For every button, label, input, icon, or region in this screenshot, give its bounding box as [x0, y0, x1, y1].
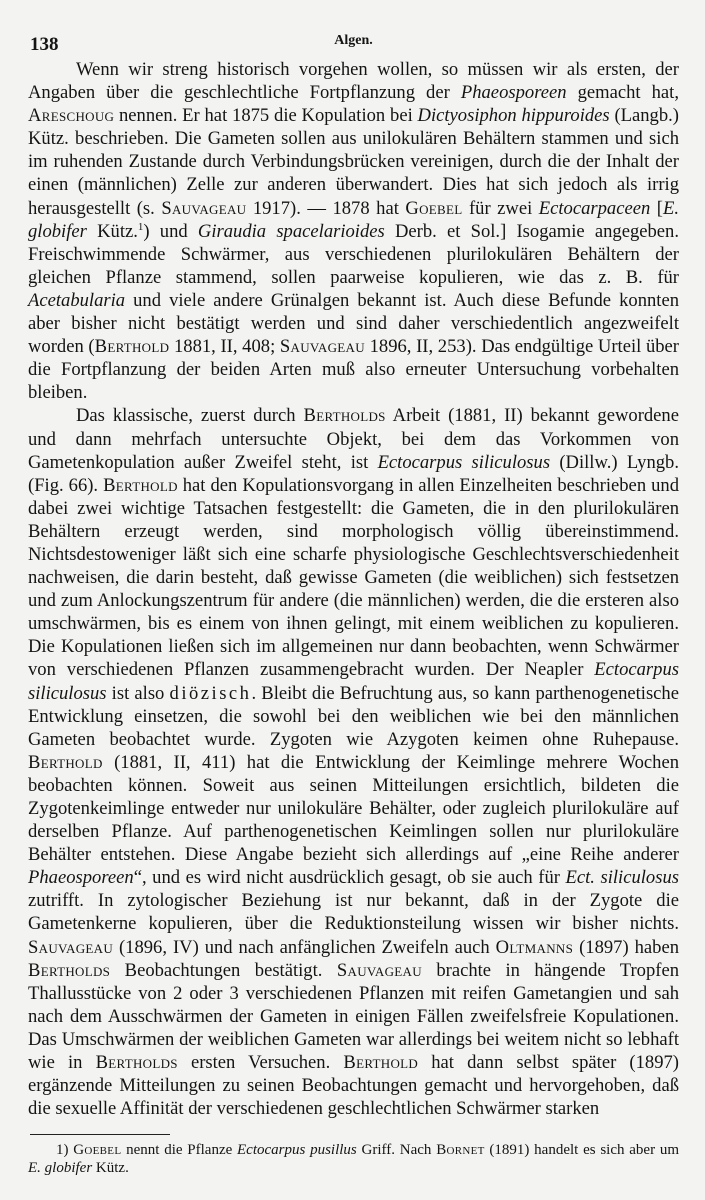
text-run: (1897) haben [573, 936, 679, 958]
paragraph-ectocarpus-siliculosus [28, 404, 679, 1120]
author-name: Sauvageau [279, 336, 365, 358]
text-run: Beobachtungen bestätigt. [110, 959, 337, 981]
author-name: Bertholds [303, 405, 386, 427]
text-run: Derb. et Sol.] Isogamie angegeben. Freischwimmende Schwärmer, aus verschiedenen plurilokulären Behältern der gleichen Pflanze stammend, sollen paarweise kopulieren, wie das z. B. für [28, 220, 679, 288]
author-name: Berthold [94, 336, 170, 358]
text-run: “, und es wird nicht ausdrücklich gesagt, ob sie auch für [133, 867, 566, 889]
text-run: . Bleibt die Befruchtung aus, so kann parthenogenetische Entwicklung einsetzen, die sowohl bei den weiblichen wie bei den männlichen Gameten beobachtet wurde. Zygoten wie Azygoten keimen ohne Ruhepause. [28, 682, 679, 750]
text-run: (1896, IV) und nach anfänglichen Zweifeln auch [113, 936, 496, 958]
taxon-name: Acetabularia [28, 289, 126, 311]
author-name: Areschoug [28, 105, 115, 127]
text-run: zutrifft. In zytologischer Beziehung ist nur bekannt, daß in der Zygote die Gametenkerne kopulieren, über die Reduktionsteilung wissen wir bisher nichts. [28, 890, 679, 935]
taxon-name: Dictyosiphon hippuroides [417, 105, 610, 127]
taxon-name: Ect. siliculosus [565, 867, 679, 889]
taxon-name: Phaeosporeen [460, 82, 567, 104]
footnote-divider [30, 1134, 170, 1135]
text-run: gemacht hat, [566, 82, 679, 104]
text-run: nennt die Pflanze [121, 1142, 238, 1159]
text-run: (Dillw.) Lyngb. (Fig. 66). [28, 451, 679, 496]
text-run: nennen. Er hat 1875 die Kopulation bei [114, 105, 418, 127]
footnote [28, 1141, 679, 1177]
text-run: hat den Kopulationsvorgang in allen Einzelheiten beschrieben und dabei zwei wichtige Tatsachen festgestellt: die Gameten, die in den plurilokulären Behältern erzeugt werden, sind morphologisch völlig übereinstimmend. Nichtsdestoweniger läßt sich eine scharfe physiologische Geschlechtsverschiedenheit nachweisen, die darin besteht, daß gewisse Gameten (die weiblichen) sich festsetzen und zum Anlockungszentrum für andere (die männlichen) werden, die die ersteren also umschwärmen, bis es einem von ihnen gelingt, mit einem weiblichen zu kopulieren. Die Kopulationen ließen sich im allgemeinen nur dann beobachten, wenn Schwärmer von verschiedenen Pflanzen zusammengebracht wurden. Der Neapler [28, 474, 679, 681]
author-name: Goebel [73, 1142, 122, 1159]
emphasized-term: diözisch [169, 682, 252, 704]
taxon-name: Ectocarpus pusillus [237, 1142, 357, 1159]
author-name: Bertholds [28, 959, 111, 981]
author-name: Berthold [103, 474, 178, 496]
text-run: [ [650, 197, 663, 219]
footnote-reference: 1 [137, 220, 144, 233]
text-run: (1881, II, 411) hat die Entwicklung der Keimlinge mehrere Wochen beobachten können. Soweit aus seinen Mitteilungen ersichtlich, bildeten die Zygotenkeimlinge entweder nur unilokuläre Behälter, oder zugleich plurilokuläre auf derselben Pflanze. Auf parthenogenetischen Keimlingen sollen nur plurilokuläre Behälter entstehen. Diese Angabe bezieht sich allerdings auf „eine Reihe anderer [28, 751, 679, 866]
author-name: Sauvageau [336, 959, 422, 981]
text-run: ersten Versuchen. [177, 1052, 344, 1074]
footnote-marker: 1) [56, 1142, 74, 1159]
text-run: für zwei [462, 197, 539, 219]
text-run: Kütz. [92, 1160, 129, 1177]
text-run: Griff. Nach [356, 1142, 437, 1159]
text-run: Das klassische, zuerst durch [76, 405, 304, 427]
text-run: (Langb.) Kütz. beschrieben. Die Gameten sollen aus unilokulären Behältern stammen und sich im ruhenden Zustande durch Verbindungsbrücken vereinigen, durch die der Inhalt der einen (männlichen) Zelle zur anderen überwandert. Dies hat sich jedoch als irrig herausgestellt (s. [28, 105, 679, 219]
text-run: 1896, II, 253). Das endgültige Urteil über die Fortpflanzung der beiden Arten muß also erneuter Untersuchung vorbehalten bleiben. [28, 336, 679, 404]
text-run: ) und [143, 220, 198, 242]
body-text [28, 58, 679, 1120]
author-name: Goebel [405, 197, 463, 219]
page-header [28, 28, 679, 58]
text-run: (1891) handelt es sich aber um [484, 1142, 679, 1159]
running-head: Algen. [334, 33, 373, 48]
text-run: Wenn wir streng historisch vorgehen wollen, so müssen wir als ersten, der Angaben über die geschlechtliche Fortpflanzung der [28, 59, 679, 104]
taxon-name: Ectocarpaceen [538, 197, 651, 219]
taxon-name: Giraudia spacelarioides [197, 220, 385, 242]
text-run: 1917). — 1878 hat [246, 197, 406, 219]
taxon-name: Ectocarpus siliculosus [377, 451, 551, 473]
page-number: 138 [30, 34, 59, 55]
text-run: brachte in hängende Tropfen Thallusstücke von 2 oder 3 verschiedenen Pflanzen mit reifen Gametangien und sah nach dem Ausschwärmen der Gameten in einigen Fällen zweifelsfreie Kopulationen. Das Umschwärmen der weiblichen Gameten war allerdings bei weitem nicht so lebhaft wie in [28, 959, 680, 1074]
text-run: und viele andere Grünalgen bekannt ist. Auch diese Befunde konnten aber bisher nicht bestätigt werden und sind daher verschiedentlich angezweifelt worden ( [28, 289, 679, 358]
taxon-name: Ectocarpus siliculosus [28, 659, 679, 704]
text-run: ist also [106, 682, 170, 704]
author-name: Bertholds [95, 1052, 178, 1074]
text-run: Arbeit (1881, II) bekannt gewordene und dann mehrfach untersuchte Objekt, bei dem das Vorkommen von Gametenkopulation außer Zweifel steht, ist [28, 405, 679, 473]
author-name: Berthold [343, 1052, 419, 1074]
text-run: Kütz. [86, 220, 138, 242]
text-run: 1881, II, 408; [169, 336, 280, 358]
text-run: hat dann selbst später (1897) ergänzende Mitteilungen zu seinen Beobachtungen gemacht und hervorgehoben, daß die sexuelle Affinität der verschiedenen geschlechtlichen Schwärmer starken [28, 1052, 679, 1120]
author-name: Bornet [436, 1142, 485, 1159]
taxon-name: E. globifer [28, 197, 679, 242]
author-name: Berthold [28, 751, 103, 773]
taxon-name: Phaeosporeen [28, 867, 134, 889]
author-name: Sauvageau [161, 197, 247, 219]
author-name: Sauvageau [28, 936, 114, 958]
author-name: Oltmanns [495, 936, 574, 958]
taxon-name: E. globifer [28, 1160, 93, 1177]
paragraph-historical-overview [28, 58, 679, 404]
